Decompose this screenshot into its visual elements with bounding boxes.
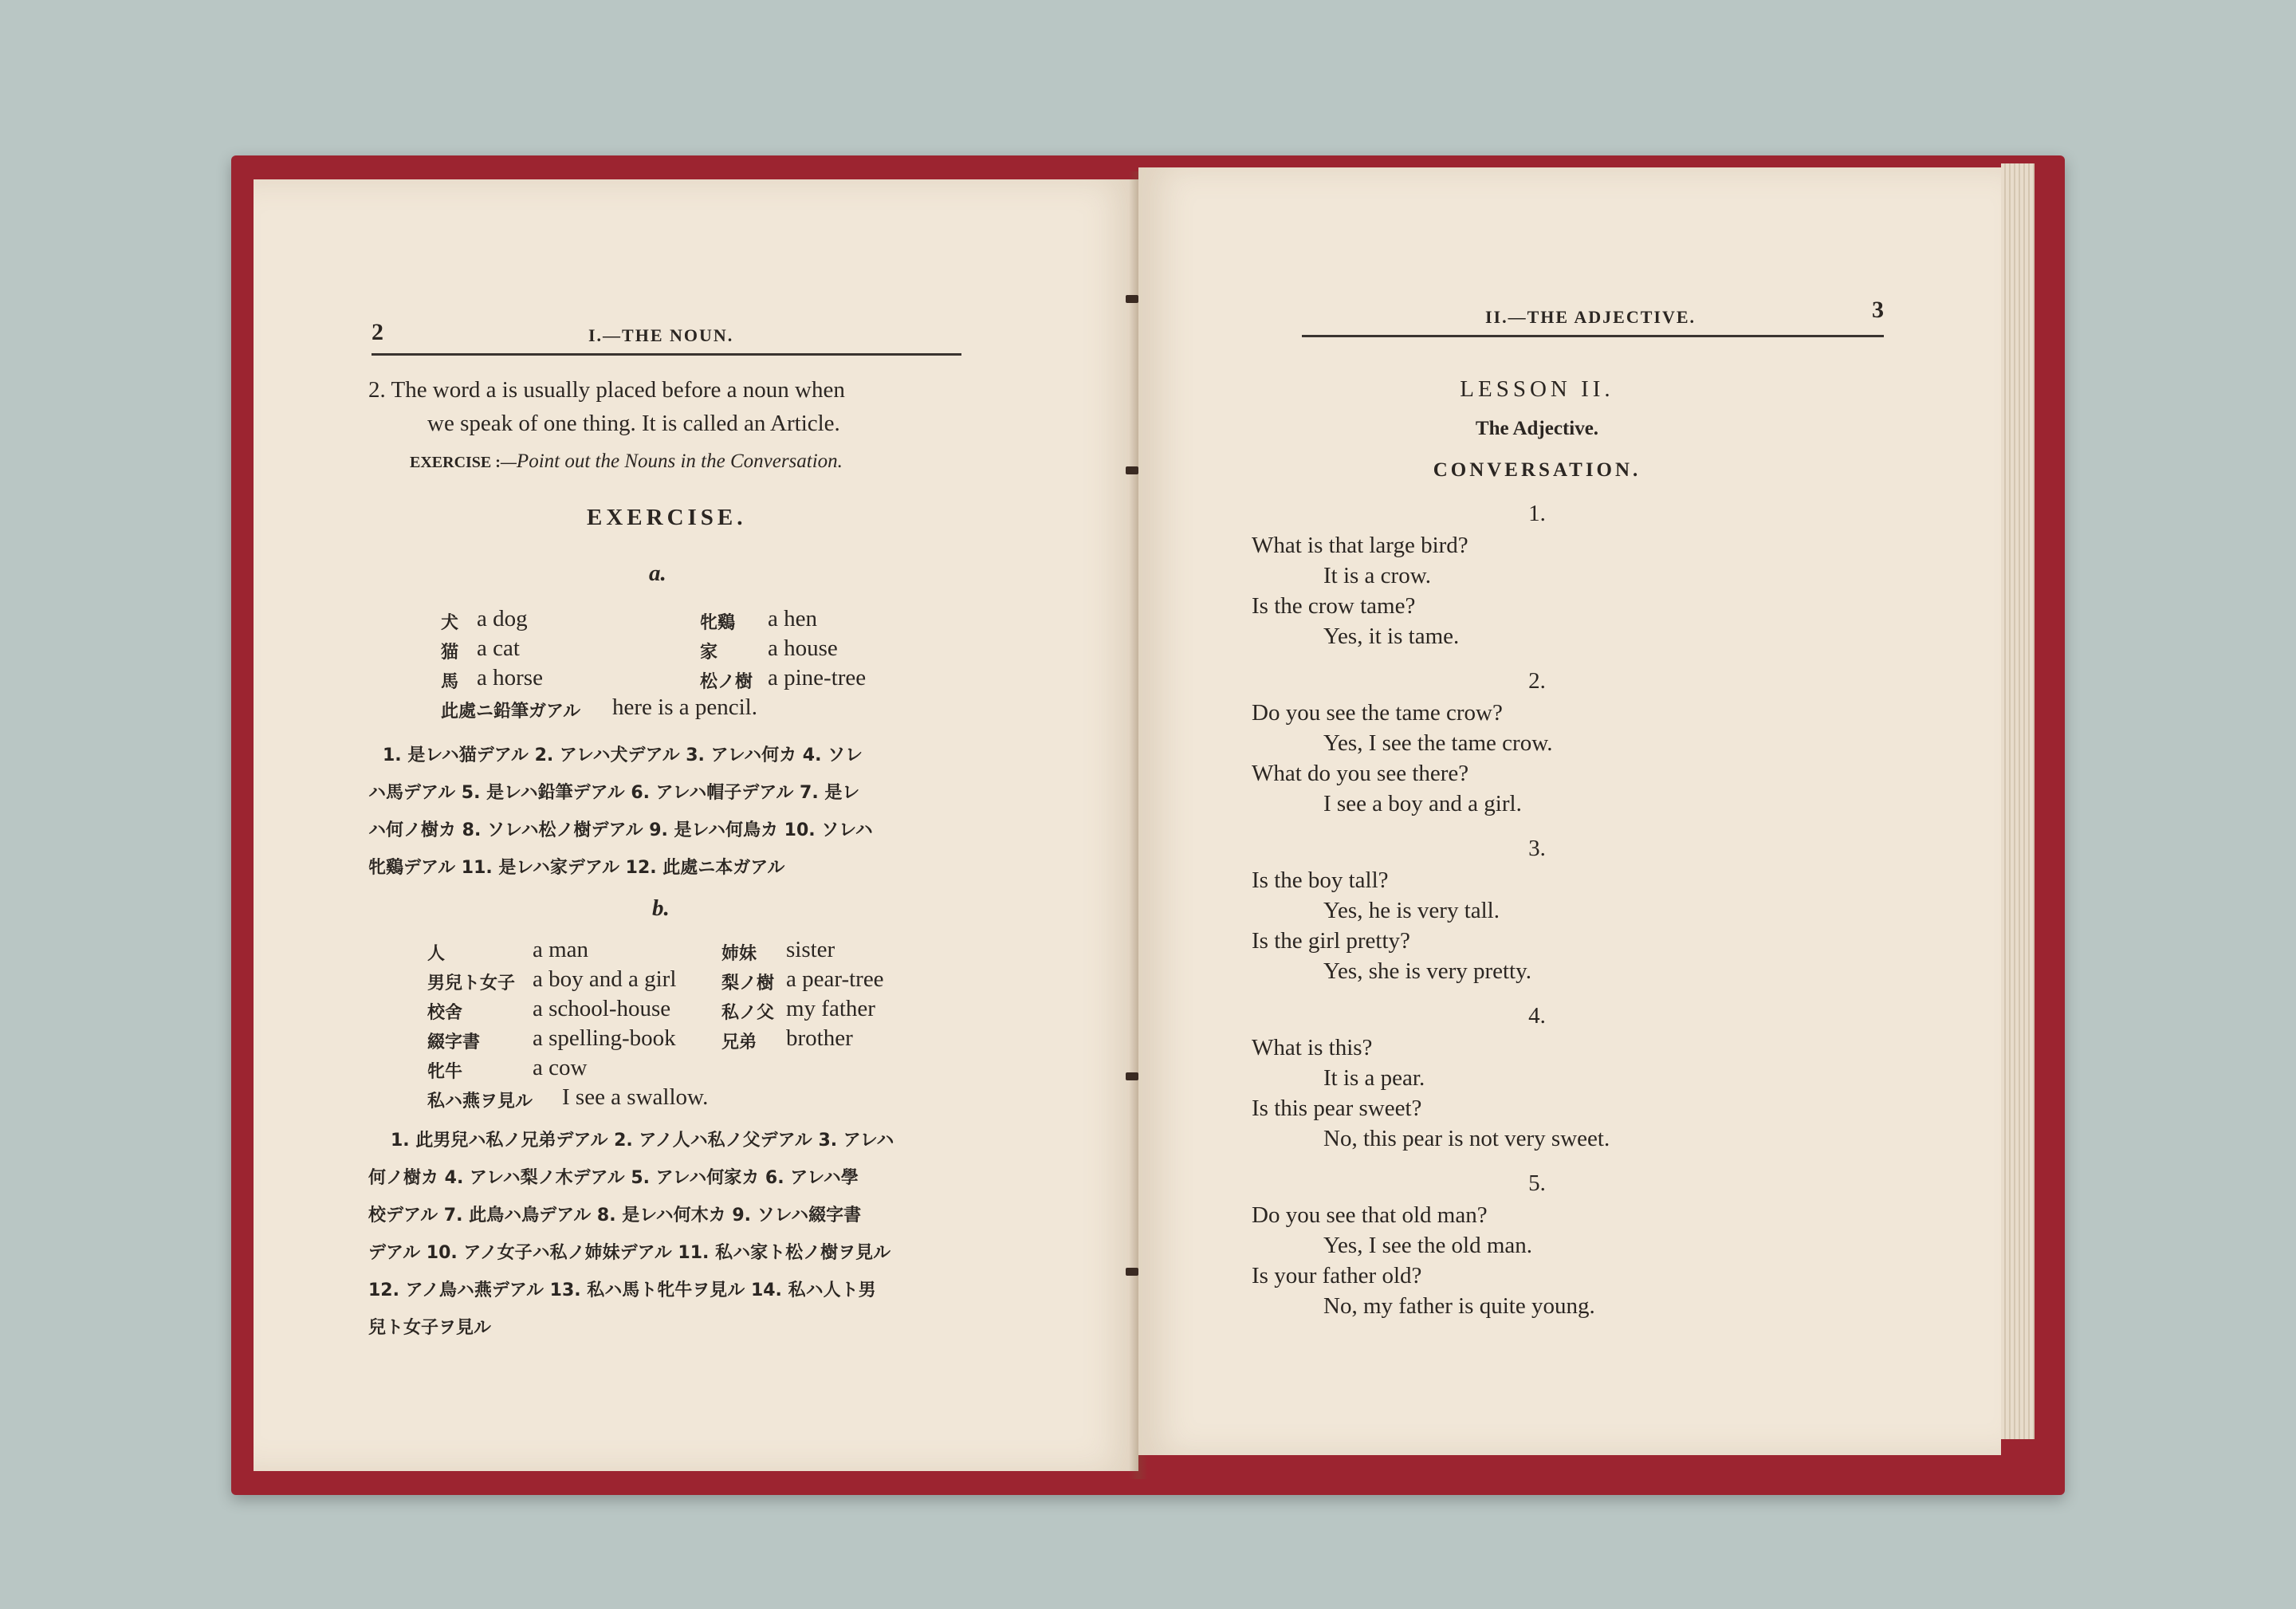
vocab-jp: 牝鷄 <box>700 613 736 633</box>
answer-line: Yes, he is very tall. <box>1323 898 1500 923</box>
sentence-line: 何ノ樹カ 4. アレハ梨ノ木デアル 5. アレハ何家カ 6. アレハ學 <box>368 1168 859 1188</box>
right-page <box>1138 167 2001 1455</box>
conversation-number: 3. <box>1528 836 1546 861</box>
vocab-jp: 男兒ト女子 <box>427 974 516 993</box>
vocab-en: brother <box>786 1025 853 1051</box>
question-line: What is that large bird? <box>1252 533 1468 558</box>
vocab-en: sister <box>786 937 835 962</box>
binding-stitch <box>1126 1072 1138 1080</box>
question-line: What do you see there? <box>1252 761 1469 786</box>
left-para-line-1: 2. The word a is usually placed before a noun when <box>368 377 845 403</box>
left-running-head: I.—THE NOUN. <box>588 325 734 345</box>
section-b-label: b. <box>652 895 670 921</box>
conversation-number: 1. <box>1528 501 1546 526</box>
instruction-text: Point out the Nouns in the Conversation. <box>516 450 843 472</box>
vocab-en: a cat <box>477 635 520 661</box>
vocab-en: here is a pencil. <box>612 694 757 720</box>
conversation-number: 5. <box>1528 1170 1546 1196</box>
section-a-label: a. <box>649 561 666 586</box>
vocab-en: a boy and a girl <box>533 966 677 992</box>
instruction-label: EXERCISE :— <box>410 454 517 471</box>
vocab-jp: 馬 <box>441 672 459 692</box>
question-line: What is this? <box>1252 1035 1373 1060</box>
vocab-en: a cow <box>533 1055 588 1080</box>
answer-line: Yes, she is very pretty. <box>1323 958 1531 984</box>
vocab-jp: 私ハ燕ヲ見ル <box>427 1092 533 1111</box>
sentence-line: 1. 此男兒ハ私ノ兄弟デアル 2. アノ人ハ私ノ父デアル 3. アレハ <box>391 1131 894 1151</box>
conversation-number: 2. <box>1528 668 1546 694</box>
question-line: Do you see that old man? <box>1252 1202 1488 1228</box>
left-page <box>254 179 1138 1471</box>
left-header-rule <box>372 353 961 356</box>
answer-line: Yes, it is tame. <box>1323 624 1460 649</box>
right-header-rule <box>1302 335 1884 337</box>
left-instruction <box>410 450 843 473</box>
vocab-en: a school-house <box>533 996 671 1021</box>
vocab-en: a man <box>533 937 589 962</box>
sentence-line: 1. 是レハ猫デアル 2. アレハ犬デアル 3. アレハ何カ 4. ソレ <box>383 745 863 765</box>
vocab-en: a dog <box>477 606 528 631</box>
vocab-en: my father <box>786 996 875 1021</box>
answer-line: No, this pear is not very sweet. <box>1323 1126 1610 1151</box>
answer-line: I see a boy and a girl. <box>1323 791 1522 816</box>
vocab-en: a pear-tree <box>786 966 884 992</box>
left-page-number: 2 <box>372 319 383 345</box>
vocab-jp: 梨ノ樹 <box>721 974 775 993</box>
vocab-jp: 家 <box>700 643 718 663</box>
answer-line: It is a pear. <box>1323 1065 1425 1091</box>
question-line: Is this pear sweet? <box>1252 1096 1422 1121</box>
answer-line: Yes, I see the old man. <box>1323 1233 1533 1258</box>
vocab-jp: 私ノ父 <box>721 1003 775 1023</box>
right-running-head: II.—THE ADJECTIVE. <box>1485 307 1696 327</box>
binding-stitch <box>1126 295 1138 303</box>
sentence-line: 校デアル 7. 此鳥ハ鳥デアル 8. 是レハ何木カ 9. ソレハ綴字書 <box>368 1206 862 1225</box>
lesson-title: LESSON II. <box>1460 376 1614 402</box>
question-line: Is the boy tall? <box>1252 867 1389 893</box>
vocab-en: a house <box>768 635 838 661</box>
vocab-jp: 犬 <box>441 613 459 633</box>
left-para-line-2: we speak of one thing. It is called an Article. <box>427 411 840 436</box>
vocab-jp: 牝牛 <box>427 1062 463 1082</box>
right-page-number: 3 <box>1872 297 1884 323</box>
vocab-jp: 姉妹 <box>721 944 757 964</box>
vocab-jp: 兄弟 <box>721 1033 757 1052</box>
answer-line: No, my father is quite young. <box>1323 1293 1595 1319</box>
question-line: Do you see the tame crow? <box>1252 700 1503 726</box>
sentence-line: ハ馬デアル 5. 是レハ鉛筆デアル 6. アレハ帽子デアル 7. 是レ <box>368 783 860 803</box>
lesson-subtitle: The Adjective. <box>1475 418 1599 439</box>
vocab-jp: 人 <box>427 944 446 964</box>
vocab-en: a pine-tree <box>768 665 867 690</box>
conversation-heading: CONVERSATION. <box>1433 459 1641 481</box>
vocab-en: a spelling-book <box>533 1025 676 1051</box>
sentence-line: デアル 10. アノ女子ハ私ノ姉妹デアル 11. 私ハ家ト松ノ樹ヲ見ル <box>368 1243 891 1263</box>
vocab-jp: 此處ニ鉛筆ガアル <box>441 702 581 722</box>
question-line: Is the crow tame? <box>1252 593 1416 619</box>
sentence-line: 牝鷄デアル 11. 是レハ家デアル 12. 此處ニ本ガアル <box>368 858 785 878</box>
sentence-line: ハ何ノ樹カ 8. ソレハ松ノ樹デアル 9. 是レハ何鳥カ 10. ソレハ <box>368 820 873 840</box>
sentence-line: 兒ト女子ヲ見ル <box>368 1318 492 1338</box>
sentence-line: 12. アノ鳥ハ燕デアル 13. 私ハ馬ト牝牛ヲ見ル 14. 私ハ人ト男 <box>368 1281 876 1300</box>
binding-stitch <box>1126 1268 1138 1276</box>
vocab-en: a hen <box>768 606 817 631</box>
vocab-en: I see a swallow. <box>562 1084 709 1110</box>
question-line: Is your father old? <box>1252 1263 1422 1288</box>
vocab-jp: 猫 <box>441 643 459 663</box>
vocab-jp: 松ノ樹 <box>700 672 753 692</box>
conversation-number: 4. <box>1528 1003 1546 1029</box>
exercise-title: EXERCISE. <box>587 505 747 530</box>
vocab-en: a horse <box>477 665 543 690</box>
question-line: Is the girl pretty? <box>1252 928 1410 954</box>
page-edges <box>2001 163 2035 1439</box>
answer-line: It is a crow. <box>1323 563 1432 588</box>
binding-stitch <box>1126 466 1138 474</box>
vocab-jp: 綴字書 <box>427 1033 481 1052</box>
answer-line: Yes, I see the tame crow. <box>1323 730 1553 756</box>
vocab-jp: 校舍 <box>427 1003 463 1023</box>
